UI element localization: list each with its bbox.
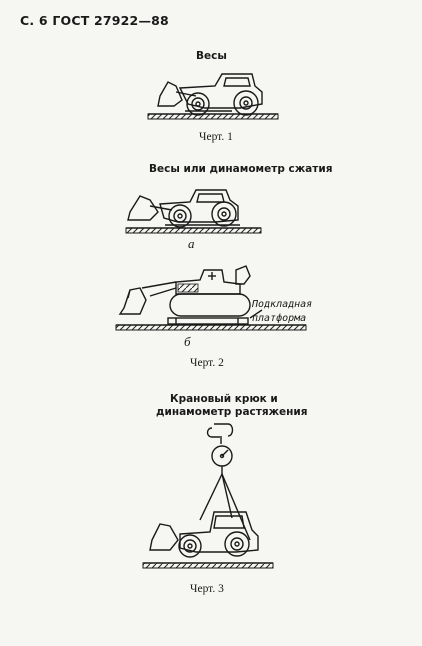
- figure3-title-line1: Крановый крюк и: [170, 393, 278, 405]
- figure2b-crawler-drawing: [116, 266, 306, 330]
- figure2-title: Весы или динамометр сжатия: [149, 163, 333, 175]
- figure2-label-a: а: [188, 236, 195, 251]
- figure2a-loader-drawing: [126, 190, 261, 233]
- figure1-loader-drawing: [148, 74, 278, 119]
- page-header: С. 6 ГОСТ 27922—88: [20, 13, 169, 28]
- platform-label-line2: платформа: [252, 313, 307, 324]
- figure2-label-b: б: [184, 334, 191, 349]
- platform-label-line1: Подкладная: [252, 299, 313, 310]
- figure3-caption: Черт. 3: [190, 583, 224, 595]
- figure2-caption: Черт. 2: [190, 357, 224, 369]
- figure3-title-line2: динамометр растяжения: [156, 406, 308, 418]
- figure1-title: Весы: [196, 50, 227, 62]
- figure1-caption: Черт. 1: [199, 131, 233, 143]
- figure3-crane-drawing: [143, 424, 273, 568]
